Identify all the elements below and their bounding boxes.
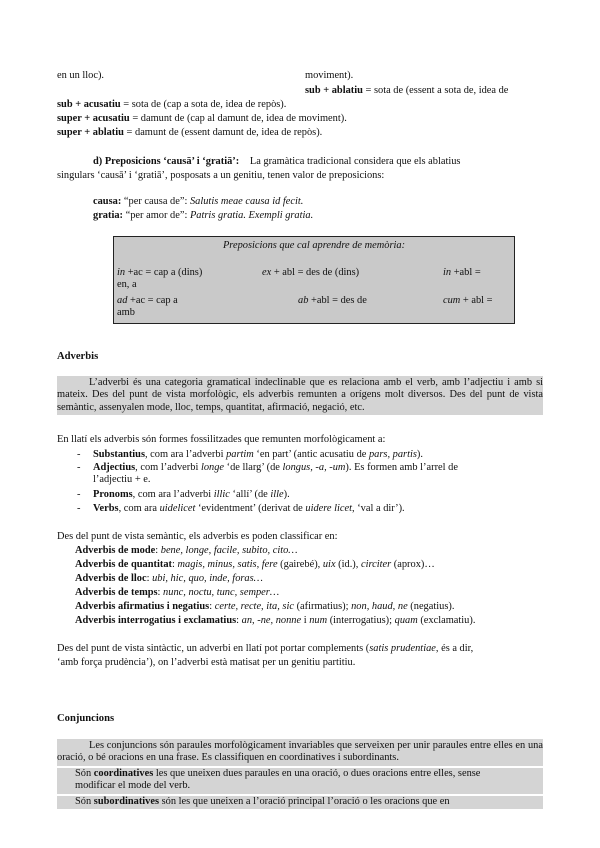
- list-item: Adjectius, com l’adverbi longe ‘de llarg’ (de longus, -a, -um). Es formen amb l’arrel de l’adjectiu + e.: [93, 462, 458, 485]
- memo-cell: ad +ac = cap a amb: [117, 295, 178, 318]
- text-line: causa: “per causa de”: Salutis meae causa id fecit.: [93, 196, 304, 207]
- bullet-dash: -: [77, 489, 81, 500]
- memo-cell: in +abl =: [443, 267, 481, 278]
- conjuncions-subordinatives: Són subordinatives són les que uneixen a l’oració principal l’oració o les oracions que en: [57, 796, 543, 809]
- classification-item: Adverbis de lloc: ubi, hic, quo, inde, foras…: [75, 573, 263, 584]
- list-item: Verbs, com ara uidelicet ‘evidentment’ (derivat de uidere licet, ‘val a dir’).: [93, 503, 405, 514]
- text-line: super + ablatiu = damunt de (essent damunt de, idea de repòs).: [57, 127, 323, 138]
- memo-cell: cum + abl =: [443, 295, 493, 306]
- memo-cell: in +ac = cap a (dins) en, a: [117, 267, 203, 290]
- memo-cell: ab +abl = des de: [298, 295, 367, 306]
- list-item: Pronoms, com ara l’adverbi illic ‘allí’ (de ille).: [93, 489, 290, 500]
- memorize-box: [113, 236, 515, 324]
- classification-item: Adverbis de temps: nunc, noctu, tunc, semper…: [75, 587, 280, 598]
- text-line: moviment).: [305, 70, 354, 81]
- bullet-dash: -: [77, 462, 81, 473]
- text-line: en un lloc).: [57, 70, 105, 81]
- text-line: gratia: “per amor de”: Patris gratia. Exempli gratia.: [93, 210, 314, 221]
- text-line: sub + ablatiu = sota de (essent a sota de, idea de: [305, 85, 509, 96]
- classification-item: Adverbis afirmatius i negatius: certe, recte, ita, sic (afirmatius); non, haud, ne (negatius).: [75, 601, 455, 612]
- text-line: En llatí els adverbis són formes fossilitzades que remunten morfològicament a:: [57, 434, 386, 445]
- section-heading-adverbis: Adverbis: [57, 351, 99, 362]
- list-item: Substantius, com ara l’adverbi partim ‘en part’ (antic acusatiu de pars, partis).: [93, 449, 423, 460]
- classification-item: Adverbis de mode: bene, longe, facile, subito, cito…: [75, 545, 298, 556]
- classification-item: Adverbis de quantitat: magis, minus, satis, fere (gairebé), uix (id.), circiter (aprox)…: [75, 559, 435, 570]
- adverbis-intro: L’adverbi és una categoria gramatical indeclinable que es relaciona amb el verb, amb l’adjectiu i amb si mateix. Des del punt de vista morfològic, els adverbis remunten a orígens molt diversos. Des del punt de vista semàntic, assenyalen mode, lloc, temps, quantitat, afirmació, negació, etc.: [57, 376, 543, 415]
- text-line: super + acusatiu = damunt de (cap al damunt de, idea de moviment).: [57, 113, 347, 124]
- memorize-box-title: Preposicions que cal aprendre de memòria:: [222, 240, 406, 251]
- text-line: ‘amb força prudència’), on l’adverbi està matisat per un genitiu partitiu.: [57, 657, 356, 668]
- bullet-dash: -: [77, 503, 81, 514]
- section-heading-conjuncions: Conjuncions: [57, 713, 115, 724]
- prep-heading-line: d) Preposicions ‘causā’ i ‘gratiā’: La gramàtica tradicional considera que els ablatius: [93, 156, 461, 167]
- conjuncions-coordinatives: Són coordinatives les que uneixen dues paraules en una oració, o dues oracions entre elles, sense modificar el mode del verb.: [57, 768, 543, 794]
- text-line: singulars ‘causā’ i ‘gratiā’, posposats a un genitiu, tenen valor de preposicions:: [57, 170, 385, 181]
- text-line: Des del punt de vista sintàctic, un adverbi en llatí pot portar complements (satis prudentiae, és a dir,: [57, 643, 474, 654]
- text-line: sub + acusatiu = sota de (cap a sota de, idea de repòs).: [57, 99, 287, 110]
- memo-cell: ex + abl = des de (dins): [262, 267, 360, 278]
- section-heading: d) Preposicions ‘causā’ i ‘gratiā’:: [93, 156, 240, 167]
- conjuncions-intro: Les conjuncions són paraules morfològicament invariables que serveixen per unir paraules entre elles en una oració, o bé oracions en una frase. Es classifiquen en coordinatives i subordinants.: [57, 739, 543, 766]
- text-line: Des del punt de vista semàntic, els adverbis es poden classificar en:: [57, 531, 338, 542]
- bullet-dash: -: [77, 449, 81, 460]
- classification-item: Adverbis interrogatius i exclamatius: an, -ne, nonne i num (interrogatius); quam (exclamatiu).: [75, 615, 476, 626]
